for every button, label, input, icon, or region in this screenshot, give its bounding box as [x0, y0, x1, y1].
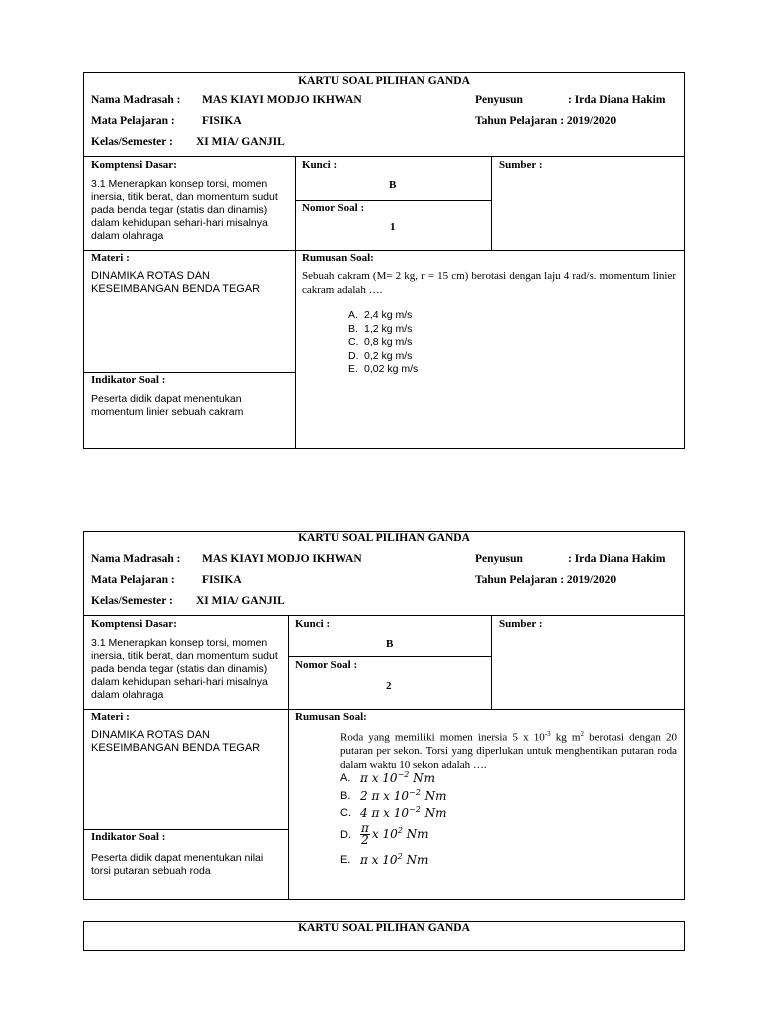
materi-text: DINAMIKA ROTAS DAN KESEIMBANGAN BENDA TEGAR [91, 729, 261, 754]
question-card-2 [83, 531, 685, 900]
kunci-label: Kunci : [302, 159, 338, 171]
indikator-label: Indikator Soal : [91, 831, 166, 843]
divider [288, 656, 491, 657]
card-title: KARTU SOAL PILIHAN GANDA [298, 75, 470, 87]
question-text: Sebuah cakram (M= 2 kg, r = 15 cm) berotasi dengan laju 4 rad/s. momentum linier cakram adalah …. [302, 270, 676, 296]
question-card-3 [83, 921, 685, 951]
option-c[interactable]: C. 4 π x $10^{-2}$ Nm [340, 805, 447, 820]
kelas-value: XI MIA/ GANJIL [196, 136, 285, 148]
kelas-label: Kelas/Semester : [91, 595, 173, 607]
sumber-label: Sumber : [499, 159, 543, 171]
option-e[interactable]: E. π x $10^2$ Nm [340, 852, 429, 867]
kunci-value: B [389, 179, 397, 191]
rumusan-soal-label: Rumusan Soal: [295, 711, 367, 723]
divider [84, 709, 684, 710]
divider [84, 250, 684, 251]
penyusun-label: Penyusun [475, 94, 523, 106]
answer-options [348, 309, 418, 377]
indikator-text: Peserta didik dapat menentukan nilai torsi putaran sebuah roda [91, 852, 264, 877]
card-title: KARTU SOAL PILIHAN GANDA [298, 532, 470, 544]
option-e[interactable]: E. 0,02 kg m/s [348, 363, 419, 375]
sumber-label: Sumber : [499, 618, 543, 630]
tahun-pelajaran: Tahun Pelajaran : 2019/2020 [475, 115, 617, 127]
option-a[interactable]: A. π x $10^{-2}$ Nm [340, 770, 436, 785]
divider [491, 615, 492, 709]
penyusun-label: Penyusun [475, 553, 523, 565]
kelas-value: XI MIA/ GANJIL [196, 595, 285, 607]
kelas-label: Kelas/Semester : [91, 136, 173, 148]
nama-madrasah-label: Nama Madrasah : [91, 94, 181, 106]
mapel-label: Mata Pelajaran : [91, 115, 175, 127]
nomor-soal-label: Nomor Soal : [302, 202, 365, 214]
divider [84, 829, 288, 830]
penyusun-value: : Irda Diana Hakim [568, 553, 666, 565]
option-d[interactable]: D. 0,2 kg m/s [348, 349, 413, 362]
option-b[interactable]: B. 1,2 kg m/s [348, 322, 413, 335]
kompetensi-text: 3.1 Menerapkan konsep torsi, momen inersia, titik berat, dan momentum sudut pada benda tegar (statis dan dinamis) dalam kehidupan sehari-hari misalnya dalam olahraga [91, 637, 278, 701]
materi-text: DINAMIKA ROTAS DAN KESEIMBANGAN BENDA TEGAR [91, 270, 261, 295]
materi-label: Materi : [91, 711, 130, 723]
materi-label: Materi : [91, 252, 130, 264]
option-d[interactable]: D. $\frac{\pi}{2}$ x $10^2$ Nm [340, 821, 429, 847]
rumusan-soal-label: Rumusan Soal: [302, 252, 374, 264]
divider [84, 156, 684, 157]
card-title: KARTU SOAL PILIHAN GANDA [298, 922, 470, 934]
mapel-value: FISIKA [202, 115, 242, 127]
indikator-text: Peserta didik dapat menentukan momentum linier sebuah cakram [91, 393, 244, 418]
option-b[interactable]: B. 2 π x $10^{-2}$ Nm [340, 788, 447, 803]
divider [295, 200, 491, 201]
penyusun-value: : Irda Diana Hakim [568, 94, 666, 106]
fraction: $\frac{\pi}{2}$ [361, 821, 369, 847]
nomor-soal-value: 2 [386, 680, 392, 692]
option-c[interactable]: C. 0,8 kg m/s [348, 336, 413, 348]
nomor-soal-label: Nomor Soal : [295, 659, 358, 671]
mapel-label: Mata Pelajaran : [91, 574, 175, 586]
tahun-pelajaran: Tahun Pelajaran : 2019/2020 [475, 574, 617, 586]
nama-madrasah-value: MAS KIAYI MODJO IKHWAN [202, 94, 362, 106]
indikator-label: Indikator Soal : [91, 374, 166, 386]
question-text: Roda yang memiliki momen inersia 5 x $10^{-3}$ kg $m^2$ berotasi dengan 20 putaran per sekon. Torsi yang diperlukan untuk menghentikan putaran roda dalam waktu 10 sekon adalah …. [340, 730, 678, 771]
kunci-value: B [386, 638, 394, 650]
nama-madrasah-value: MAS KIAYI MODJO IKHWAN [202, 553, 362, 565]
divider [84, 615, 684, 616]
kompetensi-label: Komptensi Dasar: [91, 618, 177, 630]
nomor-soal-value: 1 [390, 221, 396, 233]
divider [84, 372, 295, 373]
mapel-value: FISIKA [202, 574, 242, 586]
option-a[interactable]: A. 2,4 kg m/s [348, 309, 413, 321]
kompetensi-text: 3.1 Menerapkan konsep torsi, momen inersia, titik berat, dan momentum sudut pada benda tegar (statis dan dinamis) dalam kehidupan sehari-hari misalnya dalam olahraga [91, 178, 278, 242]
nama-madrasah-label: Nama Madrasah : [91, 553, 181, 565]
kunci-label: Kunci : [295, 618, 331, 630]
divider [288, 615, 289, 899]
divider [491, 156, 492, 250]
question-card-1 [83, 72, 685, 449]
kompetensi-label: Komptensi Dasar: [91, 159, 177, 171]
